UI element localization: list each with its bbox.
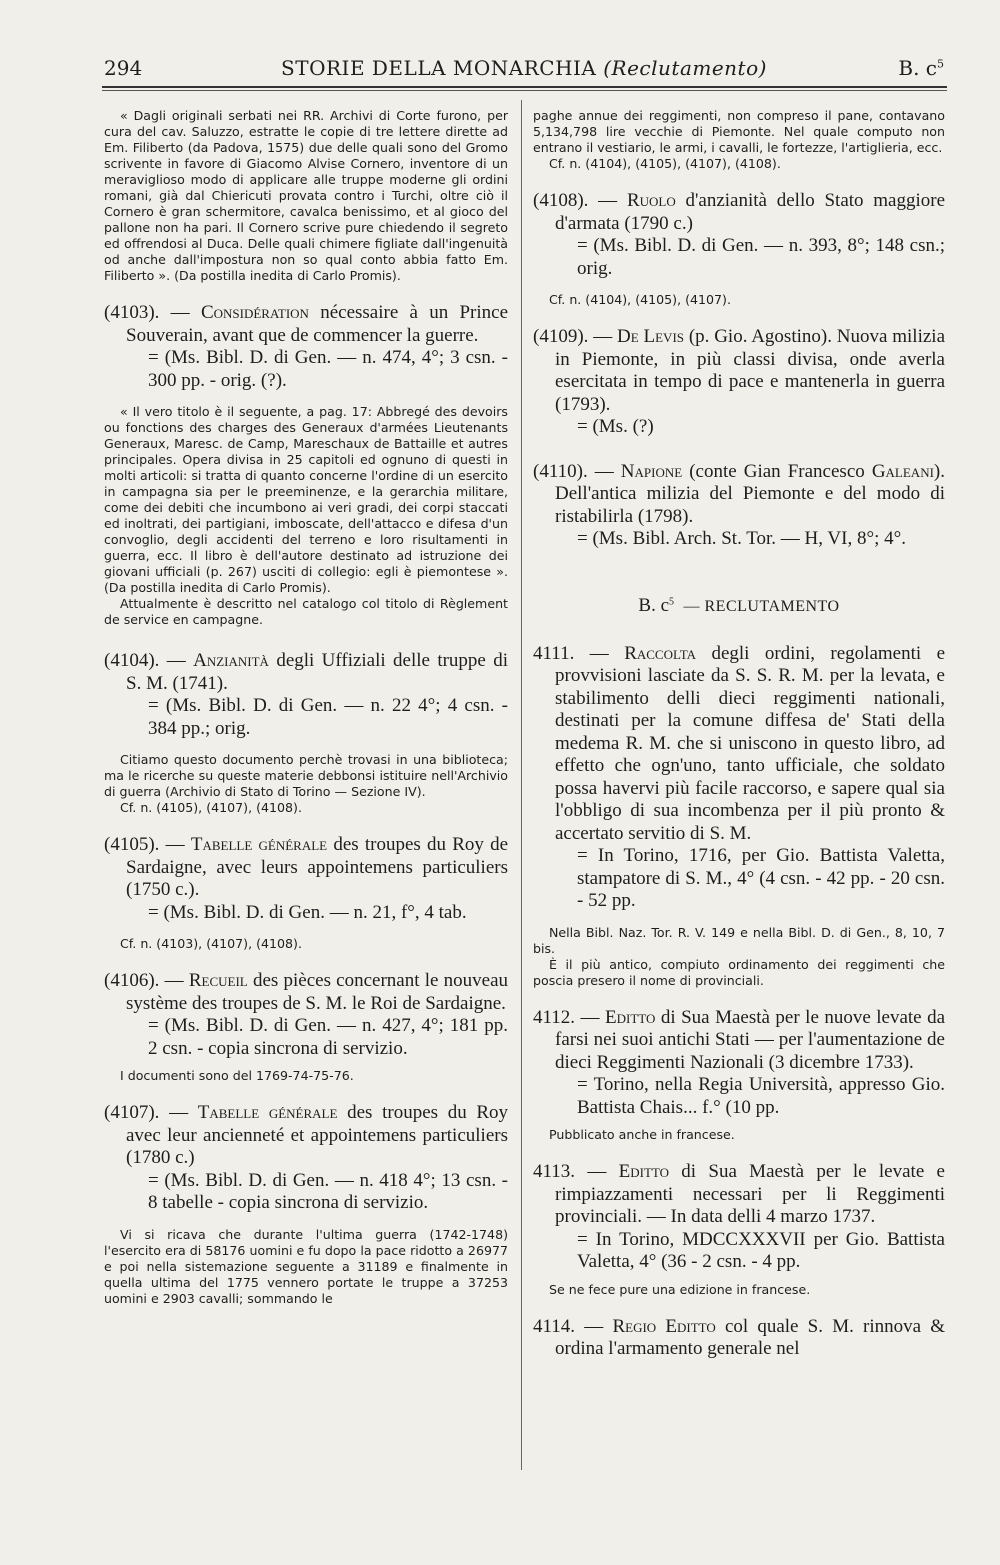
note-continued: paghe annue dei reggimenti, non compreso il pane, contavano 5,134,798 lire vecchie di Piemonte. Nel quale computo non entrano il vestiario, le armi, i cavalli, le fortezze, l'artiglieria, ecc. (533, 108, 945, 155)
entry-callnumber: = (Ms. Bibl. D. di Gen. — n. 427, 4°; 181 pp. 2 csn. - copia sincrona di servizio. (148, 1015, 508, 1059)
entry-4106 (104, 970, 508, 1060)
cross-reference: Cf. n. (4103), (4107), (4108). (120, 936, 302, 951)
section-signature (898, 56, 944, 80)
entry-callnumber: = (Ms. (?) (577, 416, 654, 437)
entry-4113 (533, 1161, 945, 1274)
entry-number: (4106). — (104, 970, 184, 991)
right-column (533, 108, 945, 1361)
entry-callnumber: = (Ms. Bibl. Arch. St. Tor. — H, VI, 8°; 4°. (577, 528, 906, 549)
entry-number: (4107). — (104, 1102, 189, 1123)
entry-keyword: De Levis (617, 326, 684, 347)
running-title-main: STORIE DELLA MONARCHIA (281, 56, 597, 80)
entry-title: di Sua Maestà per le nuove levate da farsi nei suoi antichi Stati — per l'aumentazione de dieci Reggimenti Nazionali (3 dicembre 1733). (555, 1006, 946, 1073)
section-sup: 5 (669, 596, 675, 608)
entry-keyword: Tabelle générale (197, 1102, 338, 1123)
entry-4109 (533, 326, 945, 439)
note-4112: Pubblicato anche in francese. (549, 1127, 735, 1142)
entry-title: (p. Gio. Agostino). Nuova milizia in Piemonte, in più classi divisa, onde averla esercitata in tempo di pace e mantenerla in guerra (1793). (555, 326, 945, 415)
entry-4107 (104, 1102, 508, 1215)
entry-title: des pièces concernant le nouveau système des troupes de S. M. le Roi de Sardaigne. (126, 970, 509, 1014)
entry-callnumber: = (Ms. Bibl. D. di Gen. — n. 474, 4°; 3 csn. - 300 pp. - orig. (?). (148, 347, 508, 391)
entry-callnumber: = In Torino, 1716, per Gio. Battista Valetta, stampatore di S. M., 4° (4 csn. - 42 pp. - 20 csn. - 52 pp. (577, 845, 945, 911)
entry-keyword: Recueil (188, 970, 248, 991)
entry-title: des troupes du Roy avec leur ancienneté et appointemens particuliers (1780 c.) (126, 1102, 509, 1168)
entry-callnumber: = (Ms. Bibl. D. di Gen. — n. 393, 8°; 148 csn.; orig. (577, 235, 945, 279)
section-title: — RECLUTAMENTO (683, 597, 840, 615)
column-divider (521, 100, 522, 1470)
entry-callnumber: = (Ms. Bibl. D. di Gen. — n. 21, f°, 4 tab. (148, 901, 467, 923)
entry-title: d'anzianità dello Stato maggiore d'armata (1790 c.) (555, 190, 946, 234)
note-4111b: È il più antico, compiuto ordinamento dei reggimenti che poscia presero il nome di provinciali. (533, 956, 945, 988)
entry-keyword: Tabelle générale (190, 834, 328, 855)
entry-number: 4114. — (533, 1315, 604, 1337)
entry-4111 (533, 643, 945, 913)
note-4103a: « Il vero titolo è il seguente, a pag. 17: Abbregé des devoirs ou fonctions des charges des Generaux d'armées Lieutenants Generaux, Maresc. de Camp, Mareschaux de Battaille et autres principales. Opera divisa in 25 capitoli ed ognuno di questi in molti articoli: si tratta di quanto concerne l'ordine di un esercito in campagna sia per le preeminenze, e la gerarchia militare, come dei debiti che incumbono ai veri gradi, dei corpi staccati ed inoltrati, dei partigiani, imboscate, dell'attacco e difesa d'un convoglio, degli accidenti del terreno e loro risultamenti in guerra, ecc. Il libro è dell'autore destinato ad istruzione dei giovani ufficiali (p. 267) usciti di collegio: egli è piemontese ». (Da postilla inedita di Carlo Promis). (104, 404, 508, 595)
entry-title: des troupes du Roy de Sardaigne, avec leurs appointemens particuliers (1750 c.). (126, 834, 509, 900)
section-label: B. c (638, 594, 669, 616)
entry-4104 (104, 650, 508, 740)
entry-callnumber: = (Ms. Bibl. D. di Gen. — n. 22 4°; 4 csn. - 384 pp.; orig. (148, 695, 508, 739)
note-4104: Citiamo questo documento perchè trovasi in una biblioteca; ma le ricerche su queste materie debbonsi istituire nell'Archivio di guerra (Archivio di Stato di Torino — Sezione IV). (104, 752, 508, 799)
entry-title: di Sua Maestà per le levate e rimpiazzamenti necessari per li Reggimenti provinciali. — In data delli 4 marzo 1737. (555, 1161, 945, 1227)
entry-title: col quale S. M. rinnova & ordina l'armamento generale nel (555, 1315, 946, 1359)
cross-reference: Cf. n. (4105), (4107), (4108). (120, 800, 302, 815)
entry-keyword: Ruolo (626, 190, 676, 211)
entry-4114 (533, 1316, 945, 1361)
entry-title: (conte Gian Francesco (689, 460, 865, 482)
entry-number: (4108). — (533, 190, 618, 211)
running-title (104, 56, 944, 80)
page-header (104, 56, 944, 86)
cross-reference: Cf. n. (4104), (4105), (4107), (4108). (549, 156, 781, 171)
entry-keyword-2: Galeani (871, 460, 934, 482)
entry-title: degli Uffiziali delle truppe di S. M. (1741). (126, 650, 508, 694)
entry-title: degli ordini, regolamenti e provvisioni lasciate da S. S. R. M. per la levata, e stabilimento delli dieci reggimenti nationali, destinati per la comune diffesa de' Stati della medema R. M. che si uniscono in questo libro, ad effetto che ogn'uno, tanto ufficiale, che soldato possa havervi più facile raccorso, e sapere qual sia l'obbligo di sua incombenza per il più pronto & accertato servitio di S. M. (555, 642, 945, 844)
section-heading (533, 595, 945, 617)
entry-title-cont: ). Dell'antica milizia del Piemonte e del modo di ristabilirla (1798). (555, 460, 945, 527)
entry-callnumber: = In Torino, MDCCXXXVII per Gio. Battista Valetta, 4° (36 - 2 csn. - 4 pp. (577, 1228, 945, 1272)
entry-number: 4113. — (533, 1161, 607, 1182)
header-rule-thin (102, 90, 947, 91)
running-title-sub: (Reclutamento) (603, 56, 767, 80)
left-column (104, 108, 508, 1307)
entry-keyword: Regio Editto (612, 1315, 716, 1337)
note-4103b: Attualmente è descritto nel catalogo col titolo di Règlement de service en campagne. (104, 596, 508, 627)
header-rule-thick (102, 86, 947, 88)
entry-keyword: Raccolta (624, 642, 697, 664)
entry-keyword: Editto (618, 1161, 669, 1182)
entry-callnumber: = Torino, nella Regia Università, appresso Gio. Battista Chais... f.° (10 pp. (577, 1074, 945, 1118)
entry-number: 4112. — (533, 1006, 600, 1028)
entry-number: 4111. — (533, 642, 609, 664)
entry-number: (4110). — (533, 460, 614, 482)
entry-keyword: Editto (605, 1006, 656, 1028)
entry-title: nécessaire à un Prince Souverain, avant que de commencer la guerre. (126, 302, 509, 346)
note-4113: Se ne fece pure una edizione in francese. (549, 1281, 811, 1297)
entry-4112 (533, 1007, 945, 1120)
entry-number: (4105). — (104, 834, 185, 855)
entry-keyword: Considération (200, 302, 309, 323)
signature-text: B. c (898, 56, 937, 80)
entry-callnumber: = (Ms. Bibl. D. di Gen. — n. 418 4°; 13 csn. - 8 tabelle - copia sincrona di servizio. (148, 1169, 508, 1213)
entry-keyword: Napione (620, 460, 683, 482)
entry-number: (4104). — (104, 650, 186, 671)
entry-4103 (104, 302, 508, 392)
entry-keyword: Anzianità (193, 650, 269, 671)
entry-number: (4109). — (533, 326, 613, 347)
note-4107: Vi si ricava che durante l'ultima guerra (1742-1748) l'esercito era di 58176 uomini e fu dopo la pace ridotto a 26977 e poi nella sistemazione seguente a 31189 e finalmente in quella ultima del 1775 vennero portate le truppe a 37253 uomini e 2903 cavalli; sommando le (104, 1226, 508, 1306)
entry-4108 (533, 190, 945, 280)
note-4111a: Nella Bibl. Naz. Tor. R. V. 149 e nella Bibl. D. di Gen., 8, 10, 7 bis. (533, 924, 945, 956)
entry-4110 (533, 461, 945, 551)
signature-sup: 5 (937, 57, 944, 71)
entry-4105 (104, 834, 508, 924)
note-top: « Dagli originali serbati nei RR. Archivi di Corte furono, per cura del cav. Saluzzo, estratte le copie di tre lettere dirette ad Em. Filiberto (da Padova, 1575) due delle quali sono del Gromo scrivente in favore di Giacomo Alvise Cornero, inventore di un meraviglioso modo di applicare alle truppe moderne gli ordini romani, già dal Chiericuti provata contro i Turchi, oltre ciò il Cornero è gran schermitore, cavalca benissimo, et al gioco del pallone non ha pari. Il Cornero scrive pure chiedendo il segreto ed offrendosi al Duca. Delle quali chimere figliate dall'ingenuità od anche dall'impostura non so qual conto abbia fatto Em. Filiberto ». (Da postilla inedita di Carlo Promis). (104, 108, 508, 283)
note-4106: I documenti sono del 1769-74-75-76. (120, 1068, 354, 1083)
cross-reference: Cf. n. (4104), (4105), (4107). (549, 292, 731, 307)
page-number: 294 (104, 56, 143, 80)
entry-number: (4103). — (104, 302, 190, 323)
